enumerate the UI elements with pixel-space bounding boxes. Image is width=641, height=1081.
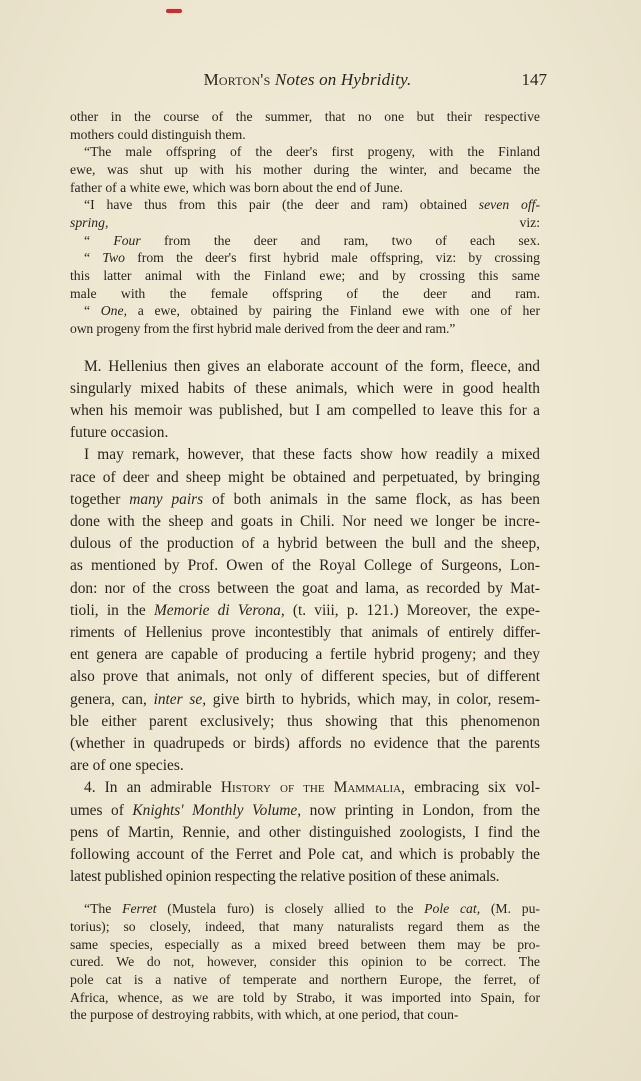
italic-text: seven off- — [478, 197, 541, 213]
main-line — [70, 400, 540, 422]
quote1-line — [70, 143, 540, 161]
text-segment: same species, especially as a mixed breed between them may be pro- — [70, 936, 540, 952]
quote2-line — [70, 900, 540, 918]
text-segment: “I have thus from this pair (the deer and ram) obtained — [84, 197, 479, 213]
text-segment: male with the female offspring of the deer and ram. — [70, 285, 540, 301]
text-segment: riments of Hellenius prove incontestibly that animals of entirely differ- — [70, 623, 540, 641]
red-marker — [166, 9, 182, 13]
main-line — [70, 578, 540, 600]
quote-block-1 — [70, 108, 540, 338]
quote1-line — [70, 267, 540, 285]
italic-text: Ferret — [122, 901, 157, 917]
text-segment: “ — [84, 250, 103, 266]
main-line — [70, 689, 540, 711]
main-line — [70, 755, 540, 777]
main-line — [70, 356, 540, 378]
header-author: Morton's — [203, 70, 271, 89]
main-line — [70, 600, 540, 622]
main-line — [70, 666, 540, 688]
text-segment: (whether in quadrupeds or birds) affords no evidence that the parents — [70, 734, 540, 752]
running-title — [70, 70, 545, 90]
main-line — [70, 800, 540, 822]
italic-text: Memorie di Verona, — [153, 601, 285, 619]
text-segment: M. Hellenius then gives an elaborate account of the form, fleece, and — [84, 357, 540, 375]
italic-text: many pairs — [129, 490, 204, 508]
main-text — [70, 356, 540, 889]
text-block — [70, 108, 540, 1024]
text-segment: from the deer's first hybrid male offspring, viz: by crossing — [124, 250, 540, 266]
main-line — [70, 555, 540, 577]
main-line — [70, 489, 540, 511]
main-line — [70, 444, 540, 466]
main-line — [70, 866, 540, 888]
quote2-line — [70, 953, 540, 971]
main-line — [70, 378, 540, 400]
quote1-line — [70, 320, 540, 338]
main-line — [70, 822, 540, 844]
text-segment: of both animals in the same flock, as has been — [203, 490, 540, 508]
italic-text: spring, — [70, 214, 109, 230]
quote1-line — [70, 302, 540, 320]
text-segment: (Mustela furo) is closely allied to the — [156, 901, 425, 917]
running-head — [70, 70, 545, 94]
quote1-line — [70, 196, 540, 214]
text-segment: dulous of the production of a hybrid between the bull and the sheep, — [70, 535, 540, 553]
main-line — [70, 511, 540, 533]
quote2-line — [70, 1006, 540, 1024]
quote2-line — [70, 936, 540, 954]
text-segment: (M. pu- — [480, 901, 540, 917]
quote2-line — [70, 989, 540, 1007]
text-segment: viz: — [108, 214, 540, 230]
text-segment: race of deer and sheep might be obtained and perpetuated, by bringing — [70, 468, 540, 486]
text-segment: 4. In an admirable History of the Mammalia, embracing six vol- — [84, 779, 540, 797]
text-segment: as mentioned by Prof. Owen of the Royal College of Surgeons, Lon- — [70, 557, 540, 575]
text-segment: ble either parent exclusively; thus showing that this phenomenon — [70, 712, 540, 730]
quote-block-2 — [70, 900, 540, 1024]
main-line — [70, 622, 540, 644]
text-segment: following account of the Ferret and Pole cat, and which is probably the — [70, 846, 540, 863]
text-segment: also prove that animals, not only of different species, but of different — [70, 668, 540, 686]
text-segment: I may remark, however, that these facts show how readily a mixed — [84, 446, 540, 464]
text-segment: pens of Martin, Rennie, and other distinguished zoologists, I find the — [70, 823, 540, 841]
text-segment: pole cat is a native of temperate and northern Europe, the ferret, of — [70, 972, 540, 988]
italic-text: inter se, — [153, 690, 207, 708]
italic-text: Four — [113, 232, 141, 248]
header-title: Notes on Hybridity. — [274, 70, 412, 89]
text-segment: torius); so closely, indeed, that many naturalists regard them as the — [70, 919, 540, 935]
main-line — [70, 467, 540, 489]
text-segment: the purpose of destroying rabbits, with which, at one period, that coun- — [70, 1007, 459, 1023]
italic-text: Two — [102, 250, 125, 266]
text-segment: ent genera are capable of producing a fertile hybrid progeny; and they — [70, 646, 540, 664]
text-segment: father of a white ewe, which was born about the end of June. — [70, 179, 403, 195]
text-segment: cured. We do not, however, consider this opinion to be correct. The — [70, 954, 540, 970]
text-segment: umes of — [70, 801, 133, 819]
main-line — [70, 844, 540, 866]
quote1-line — [70, 161, 540, 179]
text-segment: genera, can, — [70, 690, 154, 708]
quote2-line — [70, 918, 540, 936]
text-segment: don: nor of the cross between the goat and lama, as recorded by Mat- — [70, 579, 540, 597]
text-segment: “ — [84, 232, 114, 248]
quote1-line — [70, 108, 540, 126]
text-segment: future occasion. — [70, 424, 169, 442]
quote1-line — [70, 249, 540, 267]
text-segment: “ — [84, 303, 101, 319]
text-segment: (t. viii, p. 121.) Moreover, the expe- — [284, 601, 540, 619]
text-segment: this latter animal with the Finland ewe; and by crossing this same — [70, 267, 540, 283]
main-line — [70, 422, 540, 444]
text-segment: done with the sheep and goats in Chili. Nor need we longer be incre- — [70, 512, 540, 530]
text-segment: mothers could distinguish them. — [70, 126, 246, 142]
text-segment: own progeny from the first hybrid male derived from the deer and ram.” — [70, 320, 456, 336]
quote2-line — [70, 971, 540, 989]
text-segment: are of one species. — [70, 757, 184, 775]
main-line — [70, 711, 540, 733]
text-segment: “The — [84, 901, 123, 917]
text-segment: other in the course of the summer, that no one but their respective — [70, 109, 540, 124]
quote1-line — [70, 214, 540, 232]
quote1-line — [70, 179, 540, 197]
text-segment: singularly mixed habits of these animals, which were in good health — [70, 379, 540, 397]
main-line — [70, 533, 540, 555]
page-number: 147 — [521, 70, 547, 89]
text-segment: when his memoir was published, but I am compelled to leave this for a — [70, 401, 540, 419]
text-segment: now printing in London, from the — [301, 801, 540, 819]
italic-text: Knights' Monthly Volume, — [132, 801, 302, 819]
quote1-line — [70, 126, 540, 144]
main-line — [70, 777, 540, 799]
text-segment: latest published opinion respecting the relative position of these animals. — [70, 868, 500, 886]
text-segment: a ewe, obtained by pairing the Finland ewe with one of her — [127, 303, 541, 319]
italic-text: Pole cat, — [424, 901, 481, 917]
text-segment: ewe, was shut up with his mother during the winter, and became the — [70, 161, 540, 177]
main-line — [70, 644, 540, 666]
text-segment: “The male offspring of the deer's first progeny, with the Finland — [84, 144, 540, 160]
quote1-line — [70, 232, 540, 250]
text-segment: together — [70, 490, 130, 508]
main-line — [70, 733, 540, 755]
italic-text: One, — [100, 303, 128, 319]
quote1-line — [70, 285, 540, 303]
text-segment: tioli, in the — [70, 601, 154, 619]
text-segment: give birth to hybrids, which may, in color, resem- — [206, 690, 540, 708]
text-segment: from the deer and ram, two of each sex. — [140, 232, 541, 248]
text-segment: Africa, whence, as we are told by Strabo, it was imported into Spain, for — [70, 989, 540, 1005]
